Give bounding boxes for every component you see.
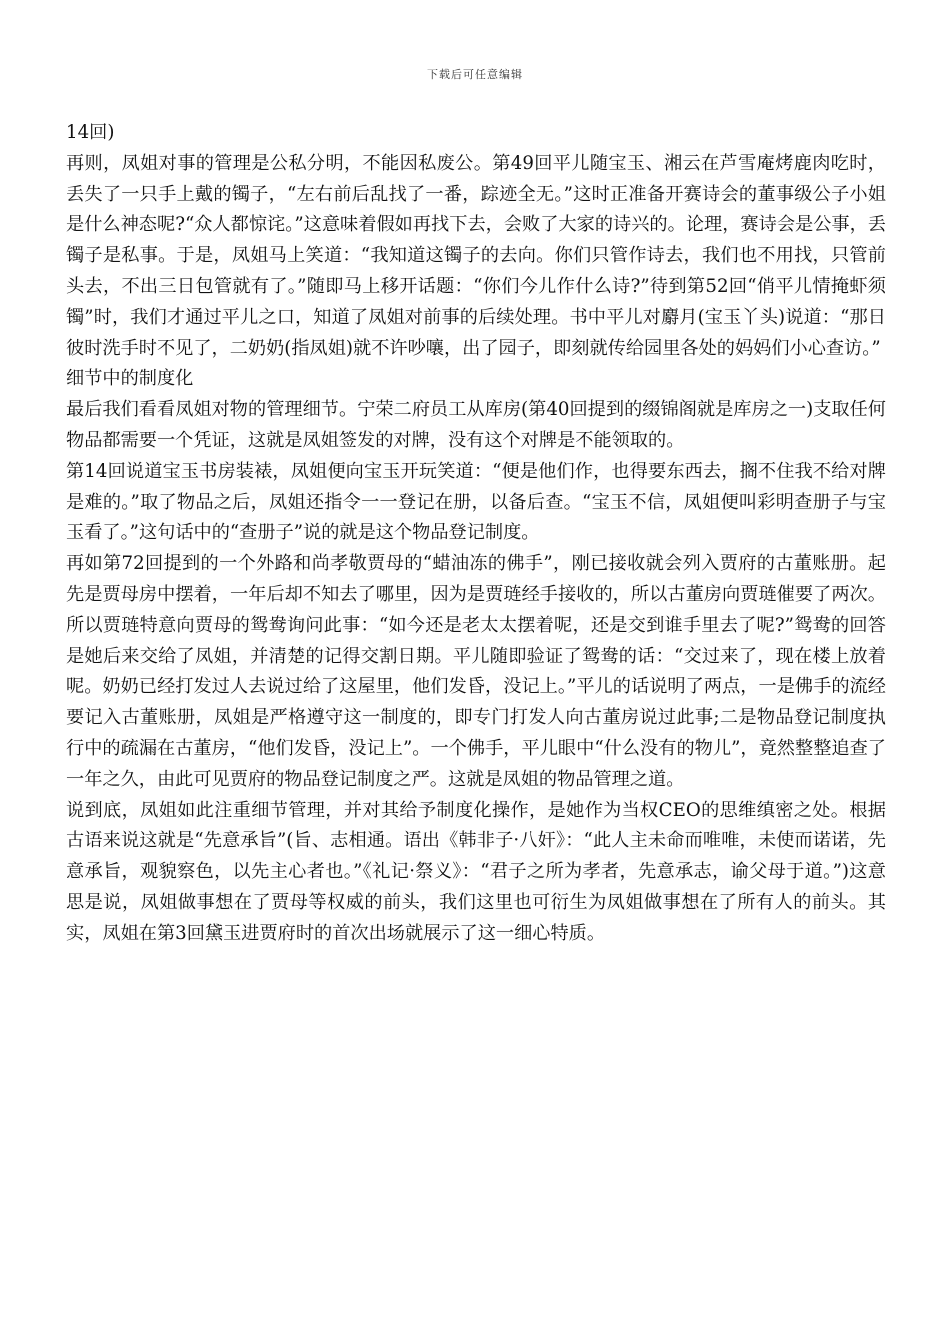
paragraph: 再如第72回提到的一个外路和尚孝敬贾母的“蜡油冻的佛手”，刚已接收就会列入贾府的古董账册。起先是贾母房中摆着，一年后却不知去了哪里，因为是贾琏经手接收的，所以古董房向贾琏催要了两次。所以贾琏特意向贾母的鸳鸯询问此事：“如今还是老太太摆着呢，还是交到谁手里去了呢?”鸳鸯的回答是她后来交给了凤姐，并清楚的记得交割日期。平儿随即验证了鸳鸯的话：“交过来了，现在楼上放着呢。奶奶已经打发过人去说过给了这屋里，他们发昏，没记上。”平儿的话说明了两点，一是佛手的流经要记入古董账册，凤姐是严格遵守这一制度的，即专门打发人向古董房说过此事;二是物品登记制度执行中的疏漏在古董房，“他们发昏，没记上”。一个佛手，平儿眼中“什么没有的物儿”，竟然整整追查了一年之久，由此可见贾府的物品登记制度之严。这就是凤姐的物品管理之道。 <box>66 553 886 790</box>
paragraph: 说到底，凤姐如此注重细节管理，并对其给予制度化操作，是她作为当权CEO的思维缜密之处。根据古语来说这就是“先意承旨”(旨、志相通。语出《韩非子·八奸》：“此人主未命而唯唯，未使而诺诺，先意承旨，观貌察色，以先主心者也。”《礼记·祭义》：“君子之所为孝者，先意承志，谕父母于道。”)这意思是说，凤姐做事想在了贾母等权威的前头，我们这里也可衍生为凤姐做事想在了所有人的前头。其实，凤姐在第3回黛玉进贾府时的首次出场就展示了这一细心特质。 <box>66 799 886 944</box>
paragraph: 14回) <box>66 122 115 143</box>
document-body <box>66 118 886 950</box>
paragraph: 最后我们看看凤姐对物的管理细节。宁荣二府员工从库房(第40回提到的缀锦阁就是库房之一)支取任何物品都需要一个凭证，这就是凤姐签发的对牌，没有这个对牌是不能领取的。 <box>66 399 886 451</box>
paragraph: 第14回说道宝玉书房装裱，凤姐便向宝玉开玩笑道：“便是他们作，也得要东西去，搁不住我不给对牌是难的。”取了物品之后，凤姐还指令一一登记在册，以备后查。“宝玉不信，凤姐便叫彩明查册子与宝玉看了。”这句话中的“查册子”说的就是这个物品登记制度。 <box>66 460 886 544</box>
section-heading: 细节中的制度化 <box>66 368 194 390</box>
page-header: 下载后可任意编辑 <box>427 68 523 81</box>
paragraph: 再则，凤姐对事的管理是公私分明，不能因私废公。第49回平儿随宝玉、湘云在芦雪庵烤鹿肉吃时，丢失了一只手上戴的镯子，“左右前后乱找了一番，踪迹全无。”这时正准备开赛诗会的董事级公子小姐是什么神态呢?“众人都惊诧。”这意味着假如再找下去，会败了大家的诗兴的。论理，赛诗会是公事，丢镯子是私事。于是，凤姐马上笑道：“我知道这镯子的去向。你们只管作诗去，我们也不用找，只管前头去，不出三日包管就有了。”随即马上移开话题：“你们今儿作什么诗?”待到第52回“俏平儿情掩虾须镯”时，我们才通过平儿之口，知道了凤姐对前事的后续处理。书中平儿对麝月(宝玉丫头)说道：“那日彼时洗手时不见了，二奶奶(指凤姐)就不许吵嚷，出了园子，即刻就传给园里各处的妈妈们小心查访。” <box>66 152 886 359</box>
